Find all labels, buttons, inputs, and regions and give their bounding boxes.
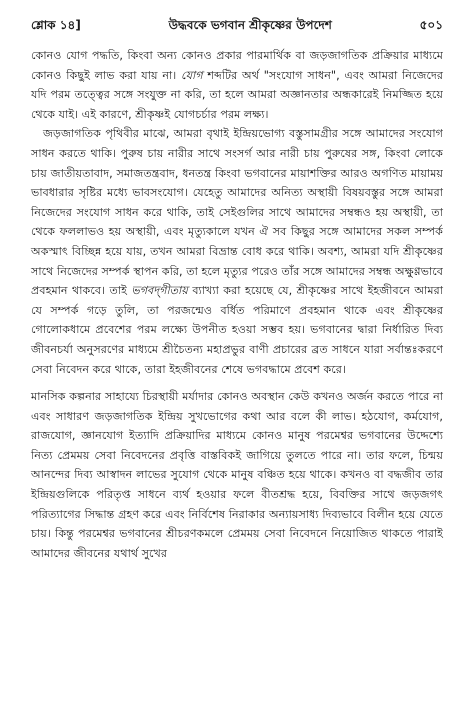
page-header — [31, 14, 443, 36]
verse-reference: শ্লোক ১৪] — [31, 18, 81, 32]
paragraph-text: শব্দটির অর্থ "সংযোগ সাধন", এবং আমরা নিজেদের যদি পরম তত্ত্বের সঙ্গে সংযুক্ত না করি, তা হলে আমরা অজ্ঞানতার অন্ধকারেই নিমজ্জিত হয়ে থেকে যাই। এই কারণে, শ্রীকৃষ্ণই যোগচর্চার পরম লক্ষ্য। — [31, 68, 444, 121]
chapter-title: উদ্ধবকে ভগবান শ্রীকৃষ্ণের উপদেশ — [168, 18, 332, 32]
paragraph-3 — [31, 387, 443, 563]
paragraph-gap — [31, 379, 443, 387]
italic-term-yoga: যোগ — [181, 68, 203, 82]
paragraph-2 — [31, 124, 443, 379]
paragraph-text: মানসিক কল্পনার সাহায্যে চিরস্থায়ী মর্যাদার কোনও অবস্থান কেউ কখনও অর্জন করতে পারে না এবং সাধারণ জড়জাগতিক ইন্দ্রিয় সুখভোগের কথা আর বলে কী লাভ। হঠযোগ, কর্মযোগ, রাজযোগ, জ্ঞানযোগ ইত্যাদি প্রক্রিয়াদির মাধ্যমে কোনও মানুষ পরমেশ্বর ভগবানের উদ্দেশ্যে নিত্য প্রেমময় সেবা নিবেদনের প্রবৃত্তি বাস্তবিকই জাগিয়ে তুলতে পারে না। তার ফলে, চিন্ময় আনন্দের দিব্য আস্বাদন লাভের সুযোগ থেকে মানুষ বঞ্চিত হয়ে থাকে। কখনও বা বদ্ধজীব তার ইন্দ্রিয়গুলিকে পরিতৃপ্ত সাধনে ব্যর্থ হওয়ার ফলে বীতশ্রদ্ধ হয়ে, বিবক্তির সাথে জড়জগৎ পরিত্যাগের সিদ্ধান্ত গ্রহণ করে এবং নির্বিশেষ নিরাকার অন্যায়সাধ্য দিব্যভাবে বিলীন হয়ে যেতে চায়। কিন্তু পরমেশ্বর ভগবানের শ্রীচরণকমলে প্রেমময় সেবা নিবেদনে নিয়োজিত থাকতে পারাই আমাদের জীবনের যথার্থ সুখের — [31, 390, 443, 560]
page-body — [31, 46, 443, 563]
paragraph-1 — [31, 46, 443, 124]
paragraph-text: কোনও যোগ পদ্ধতি, কিংবা অন্য কোনও প্রকার পারমার্থিক বা জড়জাগতিক প্রক্রিয়ার মাধ্যমে কোনও কিছুই লাভ করা যায় না। — [31, 49, 443, 82]
page-number: ৫০১ — [419, 18, 443, 32]
book-page — [31, 14, 443, 563]
paragraph-text: জড়জাগতিক পৃথিবীর মাঝে, আমরা বৃথাই ইন্দ্রিয়ভোগ্য বস্তুসামগ্রীর সঙ্গে আমাদের সংযোগ সাধন করতে থাকি। পুরুষ চায় নারীর সাথে সংসর্গ আর নারী চায় পুরুষের সঙ্গ, কিংবা লোকে চায় জাতীয়তাবাদ, সমাজতন্ত্রবাদ, ধনতন্ত্র কিংবা ভগবানের মায়াশক্তির আরও অগণিত মায়াময় ভাবধারার সৃষ্টির মধ্যে ভাবসংযোগ। যেহেতু আমাদের অনিত্য অস্থায়ী বিষয়বস্তুর সঙ্গে আমরা নিজেদের সংযোগ সাধন করে থাকি, তাই সেইগুলির সাথে আমাদের সম্বন্ধও হয় অস্থায়ী, তা থেকে ফললাভও হয় অস্থায়ী, এবং মৃত্যুকালে যখন ঐ সব কিছুর সঙ্গে আমাদের সকল সম্পর্ক অকস্মাৎ বিচ্ছিন্ন হয়ে যায়, তখন আমরা বিভ্রান্ত বোধ করে থাকি। অবশ্য, আমরা যদি শ্রীকৃষ্ণের সাথে নিজেদের সম্পর্ক স্থাপন করি, তা হলে মৃত্যুর পরেও তাঁর সঙ্গে আমাদের সম্বন্ধ অক্ষুণ্ণভাবে প্রবহমান থাকবে। তাই — [31, 127, 443, 298]
italic-term-gita: ভগবদ্‌গীতায় — [131, 284, 188, 298]
paragraph-text: ব্যাখ্যা করা হয়েছে যে, শ্রীকৃষ্ণের সাথে ইহজীবনে আমরা যে সম্পর্ক গড়ে তুলি, তা পরজন্মেও বর্ধিত পরিমাণে প্রবহমান থাকে এবং শ্রীকৃষ্ণের গোলোকধামে প্রবেশের পরম লক্ষ্যে উপনীত হওয়া সম্ভব হয়। ভগবানের দ্বারা নির্ধারিত দিব্য জীবনচর্যা অনুসরণের মাধ্যমে শ্রীচৈতন্য মহাপ্রভুর বাণী প্রচারের ব্রত সাধনে যারা সর্বান্তঃকরণে সেবা নিবেদন করে থাকে, তারা ইহজীবনের শেষে ভগবদ্ধামে প্রবেশ করে। — [31, 284, 443, 376]
